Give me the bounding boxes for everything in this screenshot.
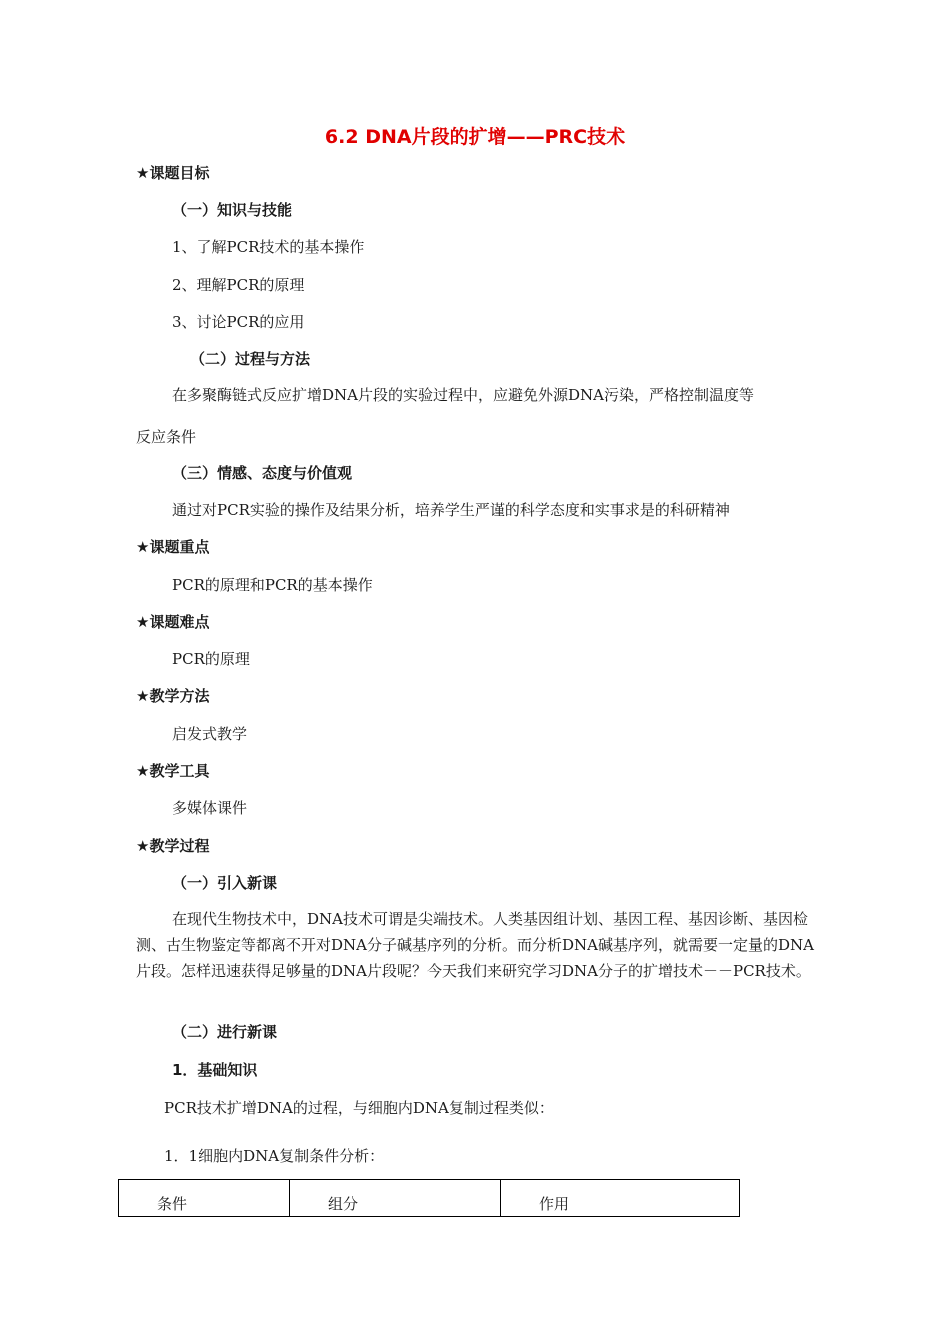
focus-text: PCR的原理和PCR的基本操作 xyxy=(172,576,373,594)
conditions-table xyxy=(118,1179,740,1217)
procedure-heading: ★教学过程 xyxy=(136,837,210,855)
table-header-condition: 条件 xyxy=(119,1180,290,1217)
knowledge-heading: （一）知识与技能 xyxy=(172,201,293,219)
tools-text: 多媒体课件 xyxy=(172,799,248,817)
emotion-heading: （三）情感、态度与价值观 xyxy=(172,464,353,482)
process-text-line-1: 在多聚酶链式反应扩增DNA片段的实验过程中，应避免外源DNA污染，严格控制温度等 xyxy=(172,386,754,404)
goals-heading: ★课题目标 xyxy=(136,164,210,182)
new-lesson-heading: （二）进行新课 xyxy=(172,1023,278,1041)
difficulty-heading: ★课题难点 xyxy=(136,613,210,631)
basic-knowledge-text: PCR技术扩增DNA的过程，与细胞内DNA复制过程类似： xyxy=(164,1099,554,1117)
focus-heading: ★课题重点 xyxy=(136,538,210,556)
table-header-row xyxy=(119,1180,740,1217)
process-heading: （二）过程与方法 xyxy=(190,350,311,368)
tools-heading: ★教学工具 xyxy=(136,762,210,780)
method-heading: ★教学方法 xyxy=(136,687,210,705)
sub-section-heading: 1．1细胞内DNA复制条件分析： xyxy=(164,1147,385,1165)
intro-heading: （一）引入新课 xyxy=(172,874,278,892)
method-text: 启发式教学 xyxy=(172,725,248,743)
basic-knowledge-heading: 1．基础知识 xyxy=(172,1061,258,1079)
intro-paragraph: 在现代生物技术中，DNA技术可谓是尖端技术。人类基因组计划、基因工程、基因诊断、基因检测、古生物鉴定等都离不开对DNA分子碱基序列的分析。而分析DNA碱基序列，就需要一定量的DNA片段。怎样迅速获得足够量的DNA片段呢？今天我们来研究学习DNA分子的扩增技术－－PCR技术。 xyxy=(136,910,814,980)
process-text-line-2: 反应条件 xyxy=(136,428,197,446)
knowledge-item-2: 2、理解PCR的原理 xyxy=(172,276,305,294)
knowledge-item-3: 3、讨论PCR的应用 xyxy=(172,313,305,331)
difficulty-text: PCR的原理 xyxy=(172,650,250,668)
emotion-text: 通过对PCR实验的操作及结果分析，培养学生严谨的科学态度和实事求是的科研精神 xyxy=(172,501,730,519)
table-header-function: 作用 xyxy=(501,1180,740,1217)
table-header-component: 组分 xyxy=(290,1180,501,1217)
knowledge-item-1: 1、了解PCR技术的基本操作 xyxy=(172,238,365,256)
page-title: 6.2 DNA片段的扩增——PRC技术 xyxy=(324,126,626,148)
